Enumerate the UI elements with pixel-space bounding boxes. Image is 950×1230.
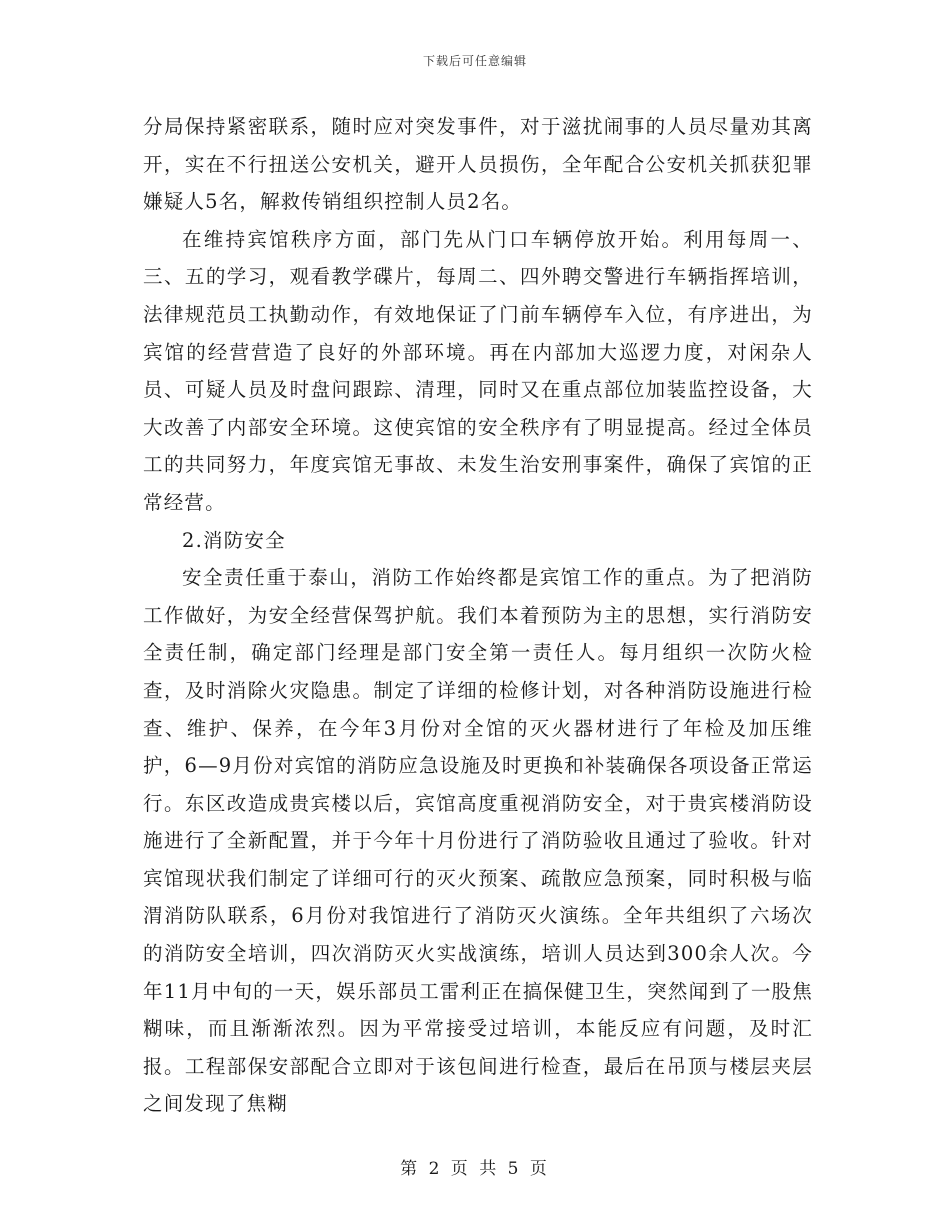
page-number: 第 2 页 共 5 页 xyxy=(400,1159,550,1179)
section-heading-fire-safety: 2.消防安全 xyxy=(182,528,286,552)
page-header: 下载后可任意编辑 xyxy=(422,54,527,68)
document-body xyxy=(143,108,813,1123)
paragraph-order-maintenance: 在维持宾馆秩序方面，部门先从门口车辆停放开始。利用每周一、三、五的学习，观看教学碟片，每周二、四外聘交警进行车辆指挥培训，法律规范员工执勤动作，有效地保证了门前车辆停车入位，有序进出，为宾馆的经营营造了良好的外部环境。再在内部加大巡逻力度，对闲杂人员、可疑人员及时盘问跟踪、清理，同时又在重点部位加装监控设备，大大改善了内部安全环境。这使宾馆的安全秩序有了明显提高。经过全体员工的共同努力，年度宾馆无事故、未发生治安刑事案件，确保了宾馆的正常经营。 xyxy=(143,227,813,514)
paragraph-fire-safety: 安全责任重于泰山，消防工作始终都是宾馆工作的重点。为了把消防工作做好，为安全经营保驾护航。我们本着预防为主的思想，实行消防安全责任制，确定部门经理是部门安全第一责任人。每月组织一次防火检查，及时消除火灾隐患。制定了详细的检修计划，对各种消防设施进行检查、维护、保养，在今年3月份对全馆的灭火器材进行了年检及加压维护，6—9月份对宾馆的消防应急设施及时更换和补装确保各项设备正常运行。东区改造成贵宾楼以后，宾馆高度重视消防安全，对于贵宾楼消防设施进行了全新配置，并于今年十月份进行了消防验收且通过了验收。针对宾馆现状我们制定了详细可行的灭火预案、疏散应急预案，同时积极与临渭消防队联系，6月份对我馆进行了消防灭火演练。全年共组织了六场次的消防安全培训，四次消防灭火实战演练，培训人员达到300余人次。今年11月中旬的一天，娱乐部员工雷利正在搞保健卫生，突然闻到了一股焦糊味，而且渐渐浓烈。因为平常接受过培训，本能反应有问题，及时汇报。工程部保安部配合立即对于该包间进行检查，最后在吊顶与楼层夹层之间发现了焦糊 xyxy=(143,566,813,1116)
paragraph-continuation: 分局保持紧密联系，随时应对突发事件，对于滋扰闹事的人员尽量劝其离开，实在不行扭送公安机关，避开人员损伤，全年配合公安机关抓获犯罪嫌疑人5名，解救传销组织控制人员2名。 xyxy=(143,115,813,214)
